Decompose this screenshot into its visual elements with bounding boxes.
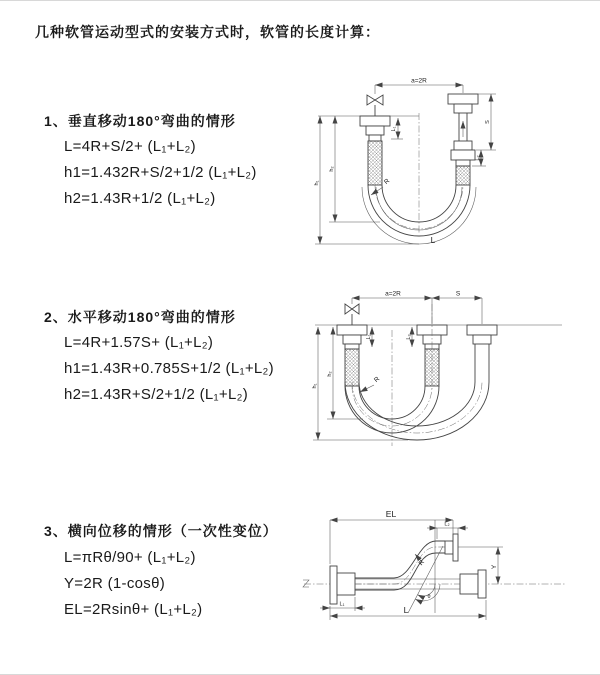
radius-leader — [415, 554, 426, 567]
label-r: R — [382, 177, 392, 187]
section1-formula-h1: h1=1.432R+S/2+1/2 (L₁+L₂) — [64, 164, 257, 181]
section3-heading: 3、横向位移的情形（一次性变位） — [44, 523, 278, 539]
label-h1: h₁ — [312, 383, 318, 389]
label-h1: h₁ — [314, 180, 320, 186]
section2-formula-h1: h1=1.43R+0.785S+1/2 (L₁+L₂) — [64, 360, 274, 377]
label-l1: L₁ — [366, 334, 372, 340]
radius-leader — [360, 375, 381, 392]
dim-l1 — [320, 597, 365, 611]
section3-formula-L: L=πRθ/90+ (L₁+L₂) — [64, 549, 196, 566]
label-a2r: a=2R — [385, 290, 401, 298]
label-l2: L₂ — [406, 334, 412, 340]
upper-flange — [453, 534, 458, 561]
section1-formula-h2: h2=1.43R+1/2 (L₁+L₂) — [64, 190, 216, 207]
label-l: L — [430, 235, 436, 245]
diagram-vertical-180-bend — [310, 73, 600, 265]
valve-icon — [367, 95, 383, 116]
dim-a2r — [352, 291, 432, 299]
left-fitting — [337, 325, 367, 386]
section1-formula-L: L=4R+S/2+ (L₁+L₂) — [64, 138, 196, 155]
diagram-lateral-displacement — [296, 501, 600, 669]
break-mark — [303, 580, 309, 587]
right-fitting — [448, 94, 478, 185]
dim-s — [432, 291, 482, 299]
dim-l2 — [406, 327, 412, 347]
label-l1: L₁ — [391, 126, 397, 132]
label-r: R — [417, 558, 427, 568]
diagram-horizontal-180-bend — [308, 284, 600, 462]
section3-formula-EL: EL=2Rsinθ+ (L₁+L₂) — [64, 601, 203, 618]
dim-l — [330, 600, 486, 620]
angle-line — [408, 546, 443, 613]
hose-u-bend-displaced — [345, 382, 489, 440]
right-fitting — [467, 325, 497, 382]
label-s: S — [455, 290, 461, 298]
label-l1: L₁ — [339, 601, 345, 608]
label-l2: L₂ — [444, 521, 450, 528]
section2-formula-L: L=4R+1.57S+ (L₁+L₂) — [64, 334, 214, 351]
label-el: EL — [385, 509, 397, 519]
hose-displaced — [355, 534, 458, 590]
dim-el — [330, 509, 453, 564]
upper-hub — [445, 541, 453, 554]
hose-braid-right — [456, 166, 470, 185]
label-r: R — [372, 375, 382, 385]
label-y: Y — [491, 564, 498, 570]
label-a2r: a=2R — [411, 77, 427, 85]
page-title: 几种软管运动型式的安装方式时，软管的长度计算： — [35, 24, 380, 40]
label-h2: h₂ — [329, 166, 335, 172]
section3-formula-Y: Y=2R (1-cosθ) — [64, 575, 166, 592]
section1-heading: 1、垂直移动180°弯曲的情形 — [44, 113, 236, 129]
hose-braid-left — [368, 141, 382, 185]
section2-formula-h2: h2=1.43R+S/2+1/2 (L₁+L₂) — [64, 386, 249, 403]
dim-a2r — [375, 78, 463, 95]
valve-icon — [345, 304, 359, 325]
label-theta: θ — [427, 594, 431, 600]
hose-braid-left — [345, 349, 359, 386]
label-l2: L₂ — [475, 155, 481, 161]
dim-s — [476, 94, 496, 150]
dim-l2 — [427, 522, 468, 540]
section2-heading: 2、水平移动180°弯曲的情形 — [44, 309, 236, 325]
label-l: L — [403, 605, 409, 615]
left-fitting — [360, 116, 390, 185]
left-flange — [330, 566, 355, 604]
label-s: S — [485, 120, 491, 124]
dim-l1 — [391, 118, 403, 139]
label-h2: h₂ — [327, 371, 333, 377]
